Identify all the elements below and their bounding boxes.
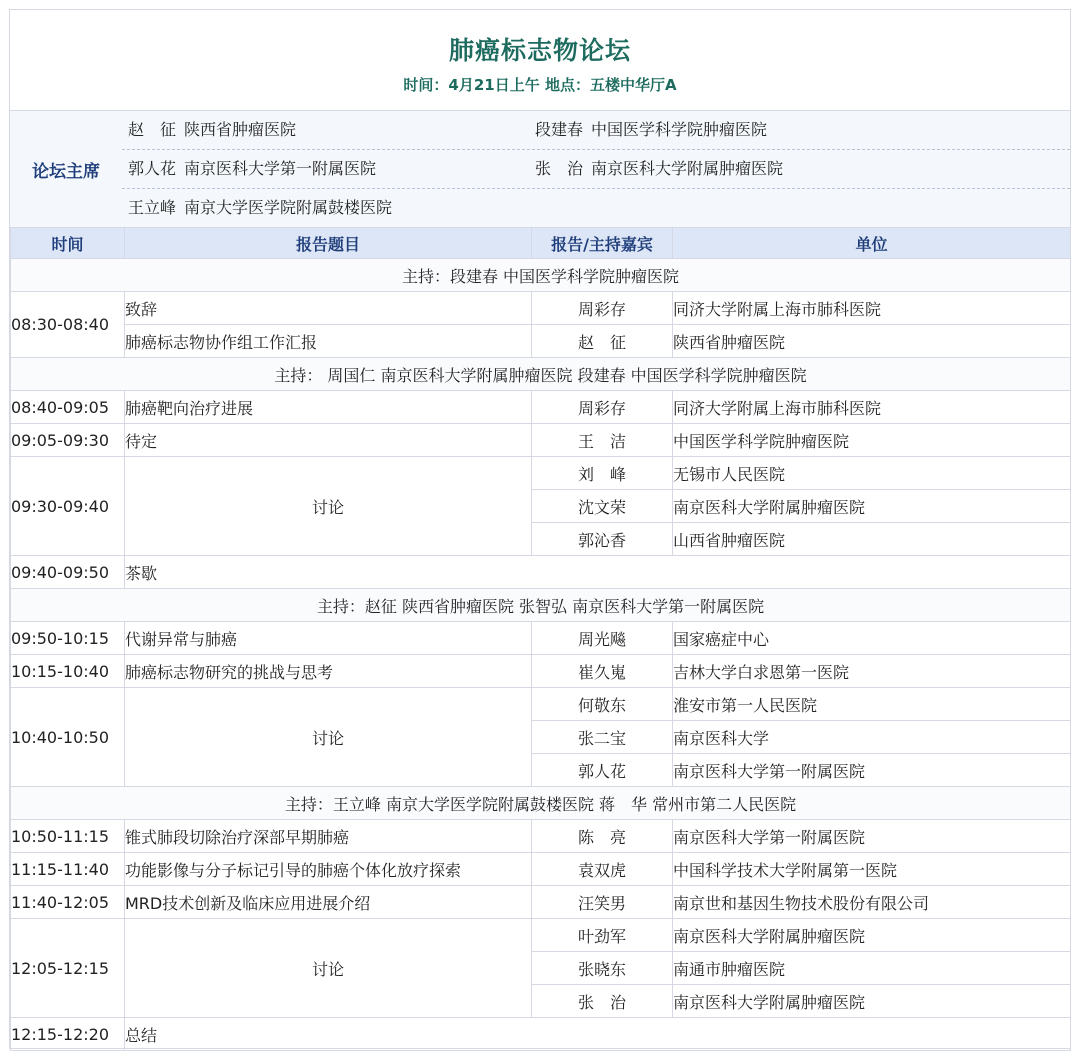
host-cell: 主持：赵征 陕西省肿瘤医院 张智弘 南京医科大学第一附属医院: [11, 589, 1071, 622]
speaker-cell: 刘 峰: [532, 457, 673, 490]
chair-org: 南京医科大学第一附属医院: [184, 159, 377, 178]
table-row: [11, 688, 1071, 721]
table-row: [11, 556, 1071, 589]
speaker-cell: 何敬东: [532, 688, 673, 721]
agenda-header: [10, 10, 1070, 110]
host-row: [11, 358, 1071, 391]
chair-entry: [128, 111, 296, 149]
speaker-cell: 周光飚: [532, 622, 673, 655]
page-subtitle: 时间：4月21日上午 地点：五楼中华厅A: [403, 76, 677, 94]
table-row: [11, 655, 1071, 688]
chair-entry: [128, 189, 392, 227]
schedule-table: [10, 227, 1071, 1051]
unit-cell: 南京医科大学第一附属医院: [673, 820, 1071, 853]
chair-org: 陕西省肿瘤医院: [184, 120, 297, 139]
table-row: [11, 919, 1071, 952]
host-cell: 主持：王立峰 南京大学医学院附属鼓楼医院 蒋 华 常州市第二人民医院: [11, 787, 1071, 820]
table-row: [11, 325, 1071, 358]
forum-chairs: [10, 110, 1070, 227]
time-cell: 09:40-09:50: [11, 556, 125, 589]
chair-org: 南京大学医学院附属鼓楼医院: [184, 198, 393, 217]
chair-line: [122, 149, 1070, 188]
time-cell: 11:15-11:40: [11, 853, 125, 886]
topic-cell: 锥式肺段切除治疗深部早期肺癌: [125, 820, 532, 853]
host-row: [11, 259, 1071, 292]
chair-line: [122, 188, 1070, 227]
chair-name: 段建春: [535, 120, 584, 139]
table-row: [11, 886, 1071, 919]
time-cell: 12:15-12:20: [11, 1018, 125, 1051]
page-title: 肺癌标志物论坛: [448, 36, 631, 65]
time-cell: 10:15-10:40: [11, 655, 125, 688]
speaker-cell: 沈文荣: [532, 490, 673, 523]
time-cell: 09:50-10:15: [11, 622, 125, 655]
unit-cell: 南京医科大学: [673, 721, 1071, 754]
time-cell: 10:40-10:50: [11, 688, 125, 787]
column-header-topic: 报告题目: [125, 228, 532, 259]
speaker-cell: 张晓东: [532, 952, 673, 985]
unit-cell: 中国医学科学院肿瘤医院: [673, 424, 1071, 457]
unit-cell: 南京医科大学第一附属医院: [673, 754, 1071, 787]
table-row: [11, 424, 1071, 457]
speaker-cell: 崔久嵬: [532, 655, 673, 688]
chair-line: [122, 111, 1070, 149]
agenda-document: [9, 9, 1071, 1049]
speaker-cell: 郭人花: [532, 754, 673, 787]
unit-cell: 同济大学附属上海市肺科医院: [673, 292, 1071, 325]
unit-cell: 淮安市第一人民医院: [673, 688, 1071, 721]
speaker-cell: 袁双虎: [532, 853, 673, 886]
topic-cell: 茶歇: [125, 556, 1071, 589]
speaker-cell: 周彩存: [532, 292, 673, 325]
unit-cell: 南通市肿瘤医院: [673, 952, 1071, 985]
host-row: [11, 589, 1071, 622]
chair-name: 张 治: [535, 159, 584, 178]
table-header-row: [11, 228, 1071, 259]
unit-cell: 国家癌症中心: [673, 622, 1071, 655]
chair-entry: [535, 111, 767, 149]
speaker-cell: 汪笑男: [532, 886, 673, 919]
time-cell: 11:40-12:05: [11, 886, 125, 919]
discussion-cell: 讨论: [125, 919, 532, 1018]
table-row: [11, 622, 1071, 655]
speaker-cell: 周彩存: [532, 391, 673, 424]
chair-name: 郭人花: [128, 159, 177, 178]
discussion-cell: 讨论: [125, 688, 532, 787]
host-cell: 主持：段建春 中国医学科学院肿瘤医院: [11, 259, 1071, 292]
forum-chairs-label: 论坛主席: [32, 161, 100, 182]
speaker-cell: 王 洁: [532, 424, 673, 457]
table-row: [11, 292, 1071, 325]
unit-cell: 山西省肿瘤医院: [673, 523, 1071, 556]
table-row: [11, 391, 1071, 424]
speaker-cell: 赵 征: [532, 325, 673, 358]
column-header-unit: 单位: [673, 228, 1071, 259]
unit-cell: 陕西省肿瘤医院: [673, 325, 1071, 358]
unit-cell: 无锡市人民医院: [673, 457, 1071, 490]
time-cell: 12:05-12:15: [11, 919, 125, 1018]
chair-org: 中国医学科学院肿瘤医院: [591, 120, 768, 139]
chair-name: 王立峰: [128, 198, 177, 217]
table-row: [11, 1018, 1071, 1051]
unit-cell: 南京医科大学附属肿瘤医院: [673, 919, 1071, 952]
host-row: [11, 787, 1071, 820]
time-cell: 09:30-09:40: [11, 457, 125, 556]
table-row: [11, 853, 1071, 886]
speaker-cell: 张 治: [532, 985, 673, 1018]
topic-cell: 肺癌标志物协作组工作汇报: [125, 325, 532, 358]
unit-cell: 吉林大学白求恩第一医院: [673, 655, 1071, 688]
topic-cell: 待定: [125, 424, 532, 457]
unit-cell: 同济大学附属上海市肺科医院: [673, 391, 1071, 424]
discussion-cell: 讨论: [125, 457, 532, 556]
topic-cell: 致辞: [125, 292, 532, 325]
topic-cell: 总结: [125, 1018, 1071, 1051]
speaker-cell: 叶劲军: [532, 919, 673, 952]
speaker-cell: 张二宝: [532, 721, 673, 754]
unit-cell: 南京世和基因生物技术股份有限公司: [673, 886, 1071, 919]
time-cell: 09:05-09:30: [11, 424, 125, 457]
column-header-speaker: 报告/主持嘉宾: [532, 228, 673, 259]
speaker-cell: 郭沁香: [532, 523, 673, 556]
time-cell: 10:50-11:15: [11, 820, 125, 853]
topic-cell: MRD技术创新及临床应用进展介绍: [125, 886, 532, 919]
topic-cell: 肺癌标志物研究的挑战与思考: [125, 655, 532, 688]
chair-org: 南京医科大学附属肿瘤医院: [591, 159, 784, 178]
table-row: [11, 820, 1071, 853]
unit-cell: 南京医科大学附属肿瘤医院: [673, 985, 1071, 1018]
chair-entry: [128, 150, 376, 188]
chair-entry: [535, 150, 783, 188]
column-header-time: 时间: [11, 228, 125, 259]
time-cell: 08:40-09:05: [11, 391, 125, 424]
time-cell: 08:30-08:40: [11, 292, 125, 358]
speaker-cell: 陈 亮: [532, 820, 673, 853]
unit-cell: 中国科学技术大学附属第一医院: [673, 853, 1071, 886]
chair-name: 赵 征: [128, 120, 177, 139]
table-row: [11, 457, 1071, 490]
topic-cell: 代谢异常与肺癌: [125, 622, 532, 655]
topic-cell: 功能影像与分子标记引导的肺癌个体化放疗探索: [125, 853, 532, 886]
host-cell: 主持： 周国仁 南京医科大学附属肿瘤医院 段建春 中国医学科学院肿瘤医院: [11, 358, 1071, 391]
unit-cell: 南京医科大学附属肿瘤医院: [673, 490, 1071, 523]
topic-cell: 肺癌靶向治疗进展: [125, 391, 532, 424]
